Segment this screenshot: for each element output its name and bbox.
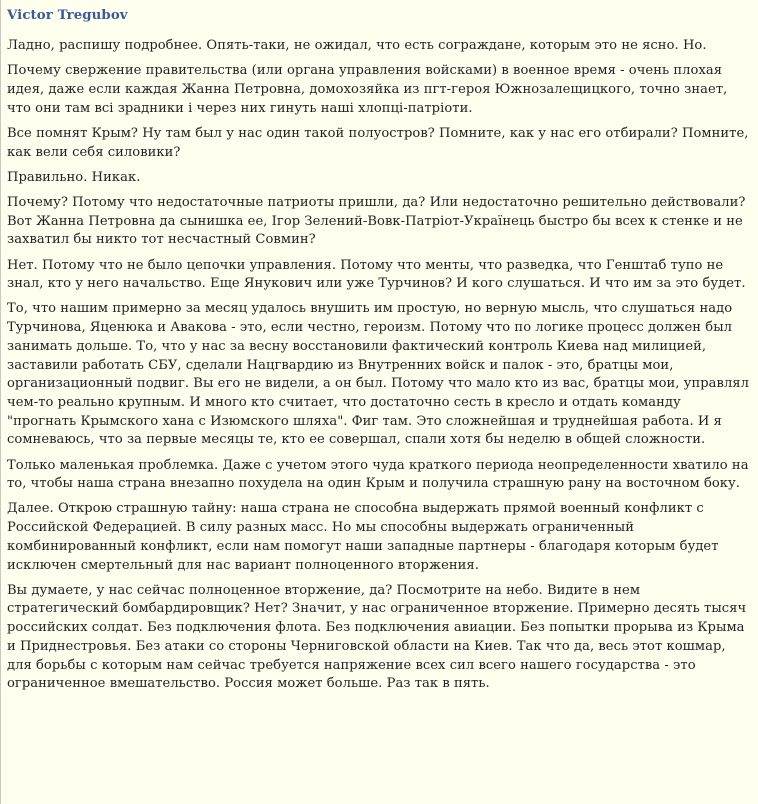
comment-paragraph: Ладно, распишу подробнее. Опять-таки, не ожидал, что есть сограждане, которым это не ясно. Но. (7, 38, 707, 53)
comment-paragraph: Только маленькая проблемка. Даже с учетом этого чуда краткого периода неопределенности хватило на то, чтобы наша страна внезапно похудела на один Крым и получила страшную рану на восточном боку. (7, 457, 749, 492)
comment-paragraph: То, что нашим примерно за месяц удалось внушить им простую, но верную мысль, что слушаться надо Турчинова, Яценюка и Авакова - это, если честно, героизм. Потому что по логике процесс должен был занимать дольше. То, что у нас за весну восстановили фактический контроль Киева над милицией, заставили работать СБУ, сделали Нацгвардию из Внутренних войск и палок - это, братцы мои, организационный подвиг. Вы его не видели, а он был. Потому что мало кто из вас, братцы мои, управлял чем-то реально крупным. И много кто считает, что достаточно сесть в кресло и отдать команду "прогнать Крымского хана с Изюмского шляха". Фиг там. Это сложнейшая и труднейшая работа. И я сомневаюсь, что за первые месяцы те, кто ее совершал, спали хотя бы неделю в общей сложности. (7, 301, 749, 448)
comment-paragraph: Правильно. Никак. (7, 169, 141, 185)
comment-paragraph: Все помнят Крым? Ну там был у нас один такой полуостров? Помните, как у нас его отбирали? Помните, как вели себя силовики? (7, 125, 749, 160)
comment-paragraph: Почему свержение правительства (или органа управления войсками) в военное время - очень плохая идея, даже если каждая Жанна Петровна, домохозяйка из пгт-героя Южнозалещицкого, точно знает, что они там всі зрадники і через них гинуть наші хлопці-патріоти. (7, 63, 728, 116)
comment-paragraph: Почему? Потому что недостаточные патриоты пришли, да? Или недостаточно решительно действовали? Вот Жанна Петровна да сынишка ее, Ігор Зелений-Вовк-Патріот-Українець быстро бы всех к стенке и не захватил бы никто тот несчастный Совмин? (7, 194, 746, 248)
author-name-link[interactable]: Victor Tregubov (7, 8, 128, 23)
comment-paragraph: Нет. Потому что не было цепочки управления. Потому что менты, что разведка, что Генштаб тупо не знал, кто у него начальство. Еще Янукович или уже Турчинов? И кого слушаться. И что им за это будет. (7, 257, 746, 292)
comment-body (7, 37, 750, 694)
comment-paragraph: Вы думаете, у нас сейчас полноценное вторжение, да? Посмотрите на небо. Видите в нем стратегический бомбардировщик? Нет? Значит, у нас ограниченное вторжение. Примерно десять тысяч российских солдат. Без подключения флота. Без подключения авиации. Без попытки прорыва из Крыма и Приднестровья. Без атаки со стороны Черниговской области на Киев. Так что да, весь этот кошмар, для борьбы с которым нам сейчас требуется напряжение всех сил всего нашего государства - это ограниченное вмешательство. Россия может больше. Раз так в пять. (7, 582, 747, 692)
comment-paragraph: Далее. Открою страшную тайну: наша страна не способна выдержать прямой военный конфликт с Российской Федерацией. В силу разных масс. Но мы способны выдержать ограниченный комбинированный конфликт, если нам помогут наши западные партнеры - благодаря которым будет исключен смертельный для нас вариант полноценного вторжения. (7, 501, 719, 573)
